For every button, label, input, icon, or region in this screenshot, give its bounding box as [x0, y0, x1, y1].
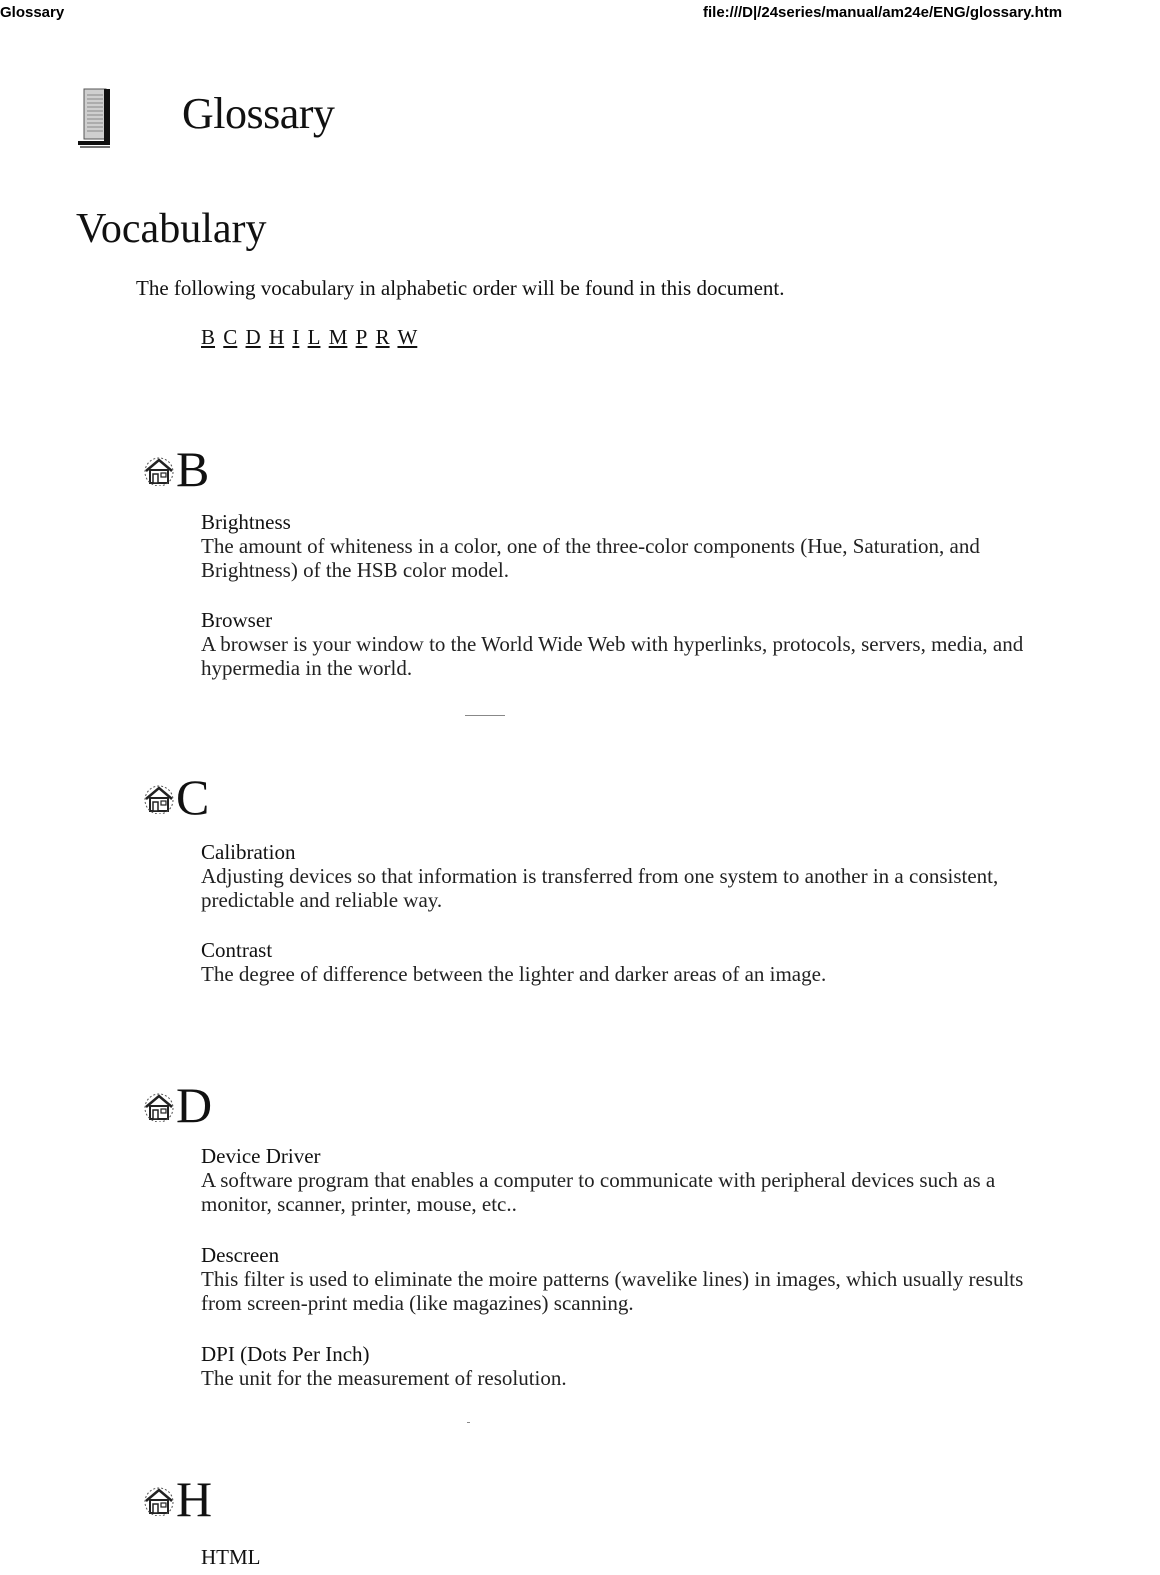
print-header-path: file:///D|/24series/manual/am24e/ENG/glossary.htm	[703, 4, 1063, 21]
index-link-i[interactable]: I	[292, 325, 300, 349]
entry-term: Browser	[201, 608, 273, 632]
index-link-b[interactable]: B	[201, 325, 216, 349]
entry-definition: The degree of difference between the lighter and darker areas of an image.	[201, 962, 827, 986]
entry-term: Contrast	[201, 938, 273, 962]
entry-term: Calibration	[201, 840, 296, 864]
home-icon[interactable]	[143, 456, 175, 486]
glossary-entry-device-driver	[201, 1144, 1041, 1216]
entry-definition: The unit for the measurement of resolution.	[201, 1366, 567, 1390]
entry-definition: A software program that enables a computer to communicate with peripheral devices such as a monitor, scanner, printer, mouse, etc..	[201, 1168, 996, 1216]
glossary-entry-calibration	[201, 840, 1041, 912]
index-link-p[interactable]: P	[355, 325, 368, 349]
entry-term: Descreen	[201, 1243, 280, 1267]
index-link-w[interactable]: W	[397, 325, 418, 349]
vocabulary-heading: Vocabulary	[76, 206, 267, 252]
page-title: Glossary	[182, 89, 335, 138]
index-link-r[interactable]: R	[375, 325, 390, 349]
section-letter: H	[176, 1471, 213, 1527]
entry-definition: A browser is your window to the World Wide Web with hyperlinks, protocols, servers, media, and hypermedia in the world.	[201, 632, 1024, 680]
index-link-d[interactable]: D	[245, 325, 261, 349]
glossary-entry-dpi	[201, 1342, 1041, 1390]
glossary-entry-browser	[201, 608, 1041, 680]
scan-speck	[465, 715, 505, 716]
glossary-entry-descreen	[201, 1243, 1041, 1315]
section-letter: B	[176, 441, 210, 497]
entry-term: Brightness	[201, 510, 291, 534]
glossary-entry-contrast	[201, 938, 1041, 986]
index-link-l[interactable]: L	[307, 325, 321, 349]
book-icon	[76, 85, 112, 149]
entry-term: Device Driver	[201, 1144, 321, 1168]
print-header-title: Glossary	[0, 4, 65, 21]
home-icon[interactable]	[143, 1486, 175, 1516]
home-icon[interactable]	[143, 784, 175, 814]
alphabet-index	[201, 325, 418, 350]
entry-definition: This filter is used to eliminate the moire patterns (wavelike lines) in images, which usually results from screen-print media (like magazines) scanning.	[201, 1267, 1024, 1315]
glossary-entry-html	[201, 1545, 1041, 1569]
index-link-c[interactable]: C	[223, 325, 238, 349]
home-icon[interactable]	[143, 1092, 175, 1122]
entry-term: DPI (Dots Per Inch)	[201, 1342, 370, 1366]
section-letter: D	[176, 1077, 213, 1133]
section-letter: C	[176, 769, 210, 825]
entry-definition: Adjusting devices so that information is transferred from one system to another in a consistent, predictable and reliable way.	[201, 864, 999, 912]
glossary-entry-brightness	[201, 510, 1041, 582]
vocabulary-intro: The following vocabulary in alphabetic order will be found in this document.	[136, 276, 785, 300]
scan-speck	[467, 1422, 470, 1423]
entry-term: HTML	[201, 1545, 261, 1569]
index-link-h[interactable]: H	[268, 325, 285, 349]
entry-definition: The amount of whiteness in a color, one of the three-color components (Hue, Saturation, and Brightness) of the HSB color model.	[201, 534, 980, 582]
index-link-m[interactable]: M	[328, 325, 348, 349]
